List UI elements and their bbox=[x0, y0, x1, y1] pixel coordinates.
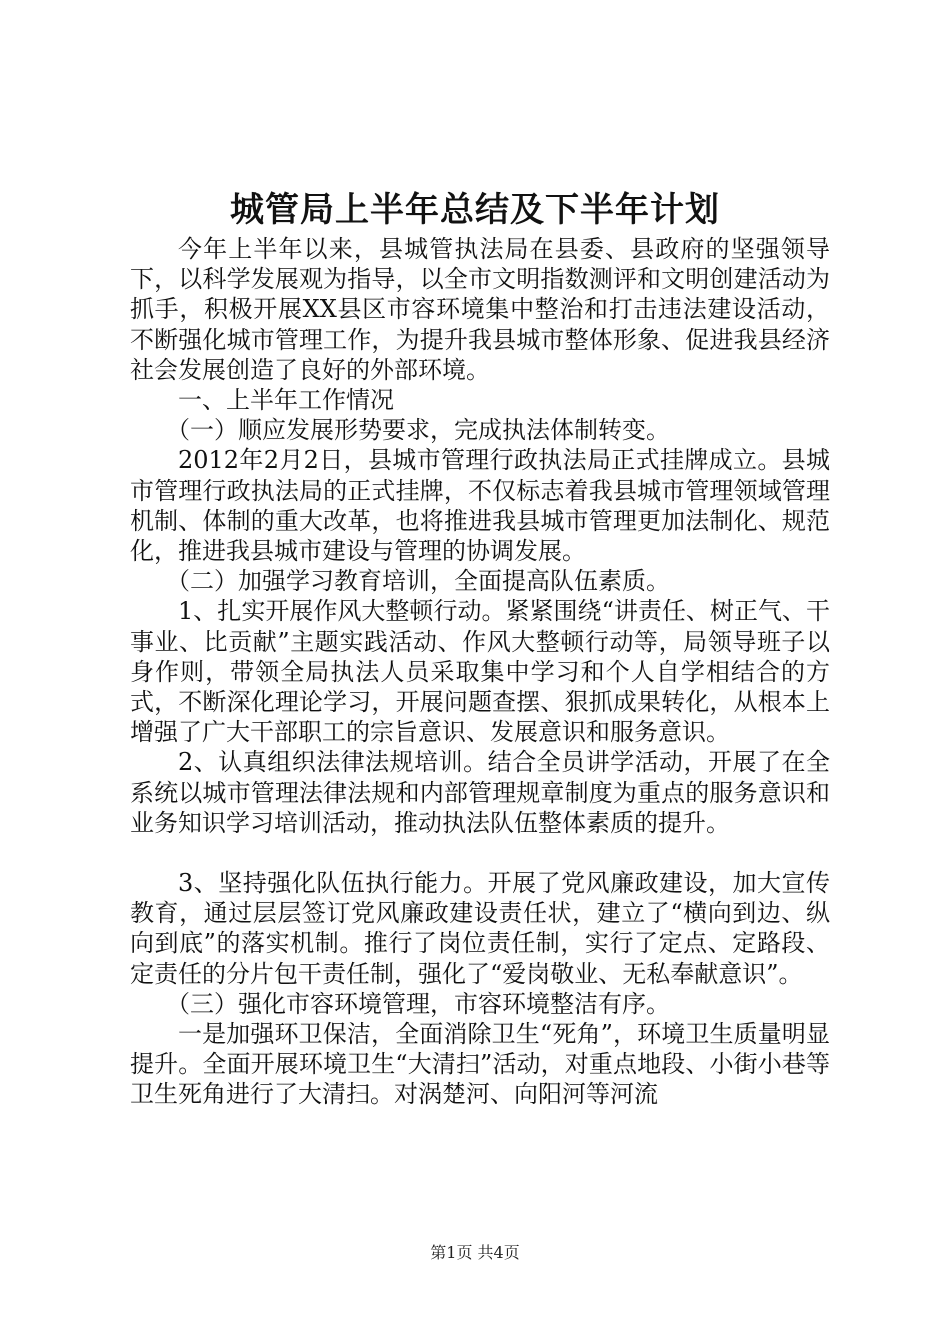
subsection-heading: （一）顺应发展形势要求，完成执法体制转变。 bbox=[166, 416, 670, 445]
subsection-heading: （三）强化市容环境管理，市容环境整洁有序。 bbox=[166, 989, 670, 1018]
document-body bbox=[130, 234, 830, 1110]
document-title: 城管局上半年总结及下半年计划 bbox=[230, 190, 720, 230]
body-paragraph: 2、认真组织法律法规培训。结合全员讲学活动，开展了在全系统以城市管理法律法规和内部管理规章制度为重点的服务意识和业务知识学习培训活动，推动执法队伍整体素质的提升。 bbox=[130, 748, 830, 837]
intro-paragraph: 今年上半年以来，县城管执法局在县委、县政府的坚强领导下，以科学发展观为指导，以全市文明指数测评和文明创建活动为抓手，积极开展XX县区市容环境集中整治和打击违法建设活动，不断强化城市管理工作，为提升我县城市整体形象、促进我县经济社会发展创造了良好的外部环境。 bbox=[130, 235, 830, 384]
body-paragraph: 3、坚持强化队伍执行能力。开展了党风廉政建设，加大宣传教育，通过层层签订党风廉政建设责任状，建立了“横向到边、纵向到底”的落实机制。推行了岗位责任制，实行了定点、定路段、定责任的分片包干责任制，强化了“爱岗敬业、无私奉献意识”。 bbox=[130, 869, 830, 988]
body-paragraph: 1、扎实开展作风大整顿行动。紧紧围绕“讲责任、树正气、干事业、比贡献”主题实践活动、作风大整顿行动等，局领导班子以身作则，带领全局执法人员采取集中学习和个人自学相结合的方式，不断深化理论学习，开展问题查摆、狠抓成果转化，从根本上增强了广大干部职工的宗旨意识、发展意识和服务意识。 bbox=[130, 597, 830, 747]
page-number: 第1页 共4页 bbox=[430, 1243, 520, 1262]
section-heading: 一、上半年工作情况 bbox=[178, 386, 394, 415]
paragraph-spacer bbox=[130, 838, 830, 868]
body-paragraph: 一是加强环卫保洁，全面消除卫生“死角”，环境卫生质量明显提升。全面开展环境卫生“大清扫”活动，对重点地段、小街小巷等卫生死角进行了大清扫。对涡楚河、向阳河等河流 bbox=[130, 1020, 830, 1109]
body-paragraph: 2012年2月2日，县城市管理行政执法局正式挂牌成立。县城市管理行政执法局的正式挂牌，不仅标志着我县城市管理领域管理机制、体制的重大改革，也将推进我县城市管理更加法制化、规范化，推进我县城市建设与管理的协调发展。 bbox=[130, 446, 830, 566]
subsection-heading: （二）加强学习教育培训，全面提高队伍素质。 bbox=[166, 567, 670, 596]
